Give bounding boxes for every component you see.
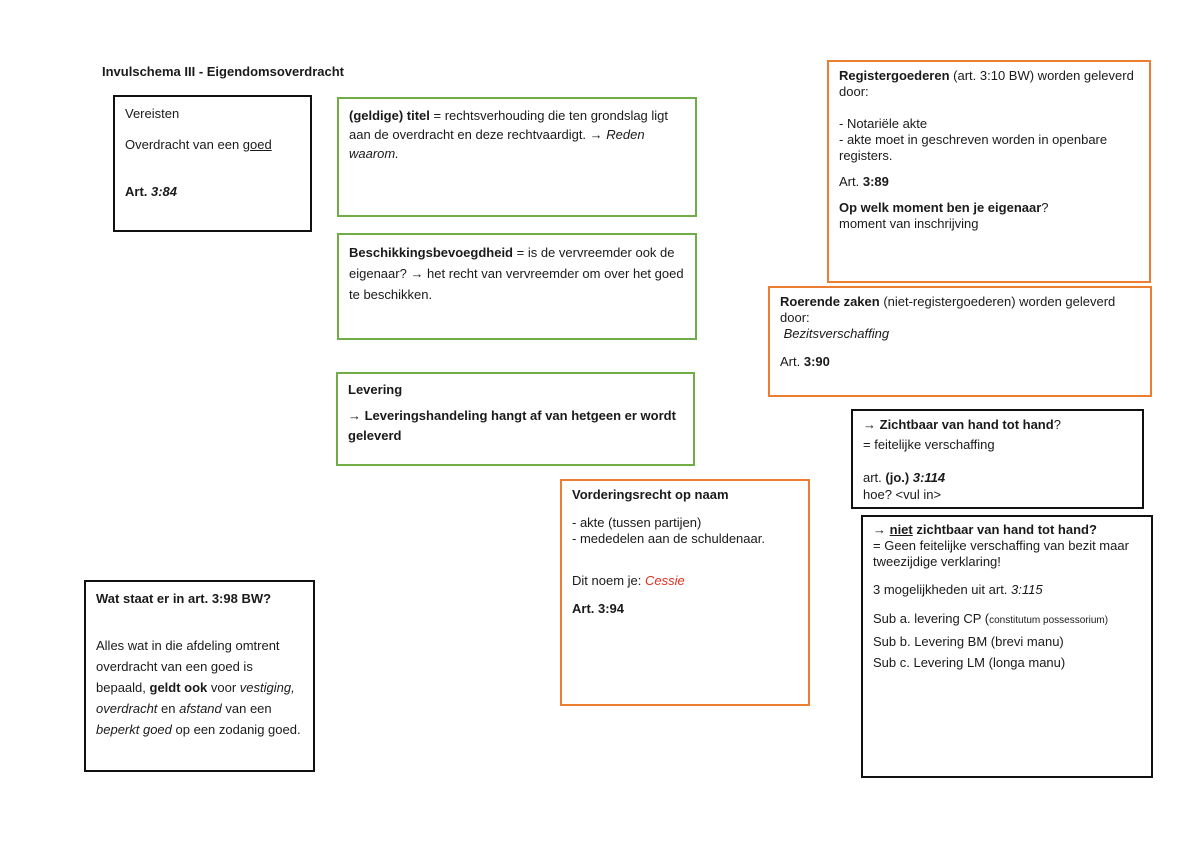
zichtbaar-box xyxy=(851,409,1144,509)
vordering-dit: Dit noem je: Cessie xyxy=(572,573,685,588)
vordering-heading: Vorderingsrecht op naam xyxy=(572,487,729,502)
vereisten-heading: Vereisten xyxy=(125,106,180,121)
niet-zichtbaar-subc: Sub c. Levering LM (longa manu) xyxy=(873,655,1066,670)
vereisten-line: Overdracht van een goed xyxy=(125,137,272,152)
titel-text: (geldige) titel = rechtsverhouding die ten grondslag ligt aan de overdracht en deze rechtvaardigt. → Reden waarom. xyxy=(349,108,669,161)
niet-zichtbaar-subb: Sub b. Levering BM (brevi manu) xyxy=(873,634,1064,649)
niet-zichtbaar-heading: → niet zichtbaar van hand tot hand? xyxy=(873,522,1097,537)
levering-box xyxy=(336,372,695,466)
wat-staat-heading: Wat staat er in art. 3:98 BW? xyxy=(96,591,272,606)
vereisten-art: Art. 3:84 xyxy=(125,184,178,199)
wat-staat-box xyxy=(84,580,315,772)
vordering-box xyxy=(560,479,810,706)
beschikking-box xyxy=(337,233,697,340)
registergoederen-answer: moment van inschrijving xyxy=(839,216,979,231)
beschikking-text: Beschikkingsbevoegdheid = is de vervreemder ook de eigenaar? → het recht van vervreemder om over het goed te beschikken. xyxy=(349,245,684,302)
niet-zichtbaar-mogelijkheden: 3 mogelijkheden uit art. 3:115 xyxy=(873,582,1043,597)
roerende-em: Bezitsverschaffing xyxy=(780,326,890,341)
roerende-intro: Roerende zaken (niet-registergoederen) worden geleverd door: xyxy=(780,294,1116,325)
roerende-art: Art. 3:90 xyxy=(780,354,830,369)
registergoederen-item2: - akte moet in geschreven worden in openbare registers. xyxy=(839,132,1108,163)
niet-zichtbaar-suba: Sub a. levering CP (constitutum possessorium) xyxy=(873,611,1109,626)
registergoederen-question: Op welk moment ben je eigenaar? xyxy=(839,200,1049,215)
vereisten-box xyxy=(113,95,312,232)
zichtbaar-art: art. (jo.) 3:114 xyxy=(863,470,946,485)
levering-heading: Levering xyxy=(348,382,403,397)
zichtbaar-heading: → Zichtbaar van hand tot hand? xyxy=(863,417,1061,432)
wat-staat-text: Alles wat in die afdeling omtrent overdracht van een goed is bepaald, geldt ook voor vestiging, overdracht en afstand van een beperkt goed op een zodanig goed. xyxy=(96,638,301,737)
titel-box xyxy=(337,97,697,217)
zichtbaar-line2: = feitelijke verschaffing xyxy=(863,437,995,452)
vordering-art: Art. 3:94 xyxy=(572,601,625,616)
page-title: Invulschema III - Eigendomsoverdracht xyxy=(102,64,345,79)
vordering-item2: - mededelen aan de schuldenaar. xyxy=(572,531,765,546)
zichtbaar-line4: hoe? <vul in> xyxy=(863,487,942,502)
registergoederen-intro: Registergoederen (art. 3:10 BW) worden geleverd door: xyxy=(839,68,1134,99)
roerende-box xyxy=(768,286,1152,397)
registergoederen-item1: - Notariële akte xyxy=(839,116,928,131)
levering-line: → Leveringshandeling hangt af van hetgeen er wordt geleverd xyxy=(348,408,676,443)
registergoederen-box xyxy=(827,60,1151,283)
niet-zichtbaar-box xyxy=(861,515,1153,778)
vordering-item1: - akte (tussen partijen) xyxy=(572,515,702,530)
niet-zichtbaar-line2: = Geen feitelijke verschaffing van bezit maar tweezijdige verklaring! xyxy=(873,538,1129,569)
registergoederen-art: Art. 3:89 xyxy=(839,174,889,189)
